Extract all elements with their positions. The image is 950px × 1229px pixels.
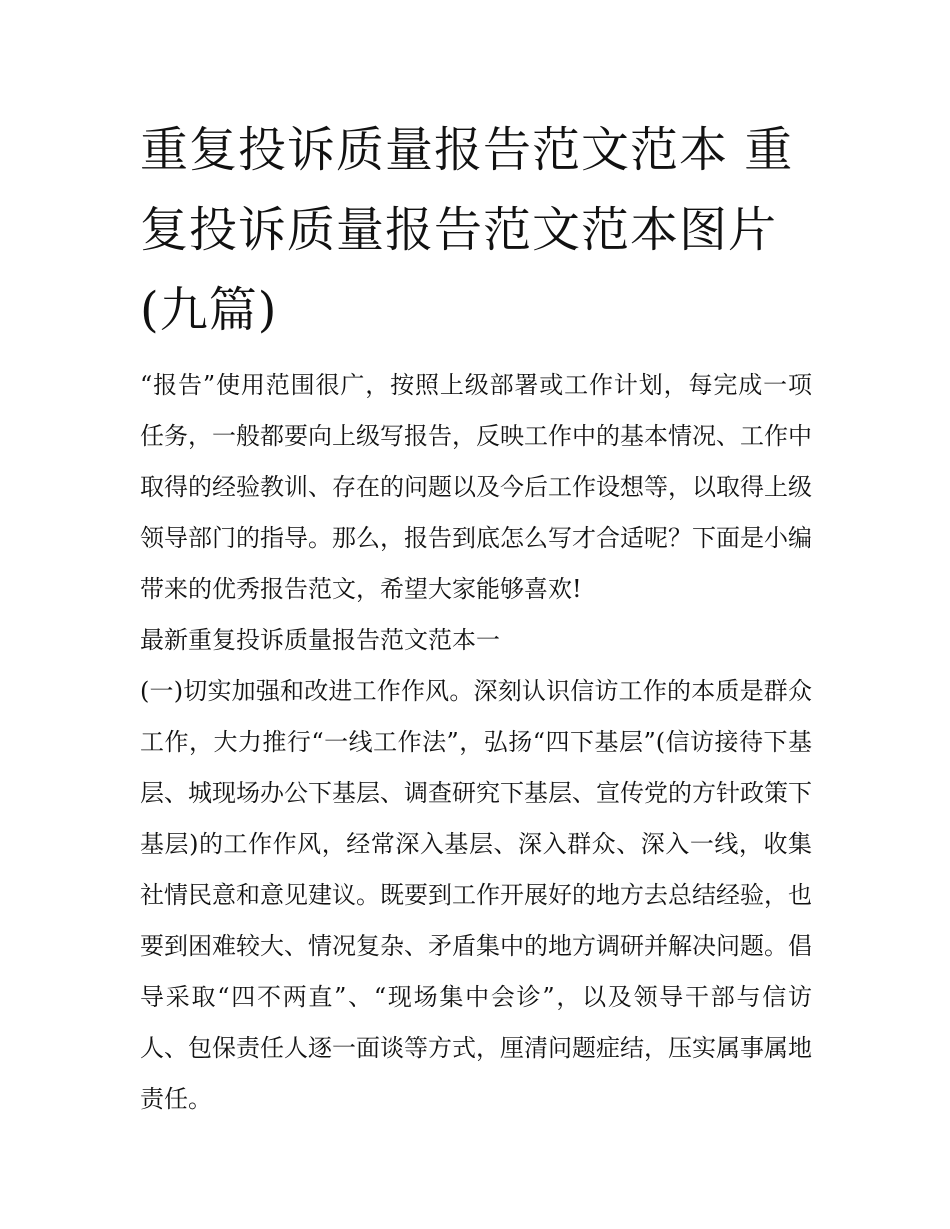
intro-paragraph: “报告”使用范围很广，按照上级部署或工作计划，每完成一项任务，一般都要向上级写报告，反映工作中的基本情况、工作中取得的经验教训、存在的问题以及今后工作设想等，以取得上级领导部门的指导。那么，报告到底怎么写才合适呢？下面是小编带来的优秀报告范文，希望大家能够喜欢! (140, 371, 812, 603)
document-title: 重复投诉质量报告范文范本 重复投诉质量报告范文范本图片(九篇) (140, 122, 794, 338)
section-paragraph: (一)切实加强和改进工作作风。深刻认识信访工作的本质是群众工作，大力推行“一线工作法”，弘扬“四下基层”(信访接待下基层、城现场办公下基层、调查研究下基层、宣传党的方针政策下基层)的工作作风，经常深入基层、深入群众、深入一线，收集社情民意和意见建议。既要到工作开展好的地方去总结经验，也要到困难较大、情况复杂、矛盾集中的地方调研并解决问题。倡导采取“四不两直”、“现场集中会诊”，以及领导干部与信访人、包保责任人逐一面谈等方式，厘清问题症结，压实属事属地责任。 (140, 677, 812, 1113)
document-page (140, 110, 812, 1125)
section-heading: 最新重复投诉质量报告范文范本一 (140, 626, 500, 654)
document-body (140, 360, 812, 1125)
